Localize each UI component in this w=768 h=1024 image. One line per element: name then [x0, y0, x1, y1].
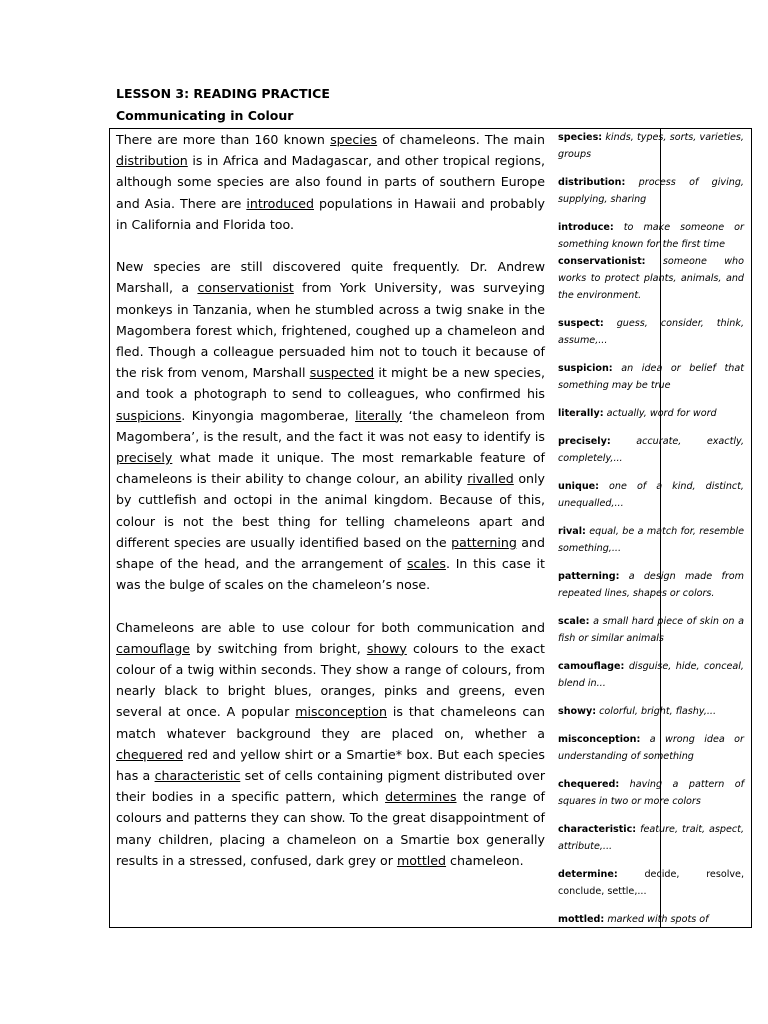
passage-text: chameleon. — [446, 852, 524, 868]
passage-text: set of cells containing pigment distributed over their bodies in a specific pattern, which — [116, 768, 545, 805]
glossary-term: distribution: — [558, 177, 626, 188]
vocabulary-word: mottled — [396, 852, 447, 868]
passage-text: by switching from bright, — [190, 640, 367, 656]
glossary-entry — [558, 703, 744, 720]
passage-text: only by cuttlefish and octopi in the animal kingdom. Because of this, colour is not the best thing for telling chameleons apart and different species are usually identified based on the — [116, 471, 545, 550]
glossary-entry — [558, 731, 744, 765]
vocabulary-word: characteristic — [154, 768, 241, 784]
glossary-term: chequered: — [558, 779, 620, 790]
passage-text: what made it unique. The most remarkable feature of chameleons is their ability to change colour, an ability — [116, 450, 545, 487]
vocabulary-word: determines — [385, 789, 457, 805]
vocabulary-word: scales — [406, 556, 446, 572]
vocabulary-word: camouflage — [116, 640, 190, 656]
glossary-entry — [558, 821, 744, 855]
passage-text: the range of colours and patterns they can show. To the great disappointment of many children, placing a chameleon on a Smartie box generally results in a stressed, confused, dark grey or — [116, 789, 545, 868]
glossary-definition: one of a kind, distinct, unequalled,... — [558, 481, 744, 509]
glossary-definition: someone who works to protect plants, animals, and the environment. — [558, 256, 744, 301]
passage-text: ‘the chameleon from Magombera’, is the result, and the fact it was not easy to identify is — [116, 407, 545, 444]
glossary-definition: guess, consider, think, assume,... — [558, 318, 744, 346]
glossary-entry — [558, 174, 744, 208]
reading-table — [109, 128, 752, 928]
passage-paragraph — [116, 129, 545, 235]
passage-text: Chameleons are able to use colour for both communication and — [116, 619, 545, 635]
glossary-definition: equal, be a match for, resemble something,... — [558, 526, 744, 554]
vocabulary-word: showy — [366, 640, 407, 656]
passage-text: colours to the exact colour of a twig within seconds. They show a range of colours, from nearly black to bright blues, oranges, pinks and greens, even several at once. A popular — [116, 640, 545, 720]
reading-title: Communicating in Colour — [116, 108, 294, 123]
glossary-definition: decide, resolve, conclude, settle,... — [558, 869, 744, 897]
passage-text: There are more than 160 known — [116, 132, 331, 147]
glossary-entry — [558, 568, 744, 602]
vocabulary-word: rivalled — [467, 471, 514, 487]
vocabulary-word: precisely — [116, 450, 173, 466]
glossary-term: scale: — [558, 616, 590, 627]
glossary-term: introduce: — [558, 222, 614, 233]
glossary-definition: a small hard piece of skin on a fish or similar animals — [558, 616, 744, 644]
glossary-term: misconception: — [558, 734, 641, 745]
glossary-entry — [558, 219, 744, 253]
glossary-term: mottled: — [558, 914, 605, 925]
glossary-entry — [558, 253, 744, 304]
glossary-term: showy: — [558, 706, 597, 717]
glossary-term: literally: — [558, 408, 604, 419]
passage-text: red and yellow shirt or a Smartie* box. But each species has a — [116, 746, 545, 784]
glossary-entry — [558, 405, 744, 422]
vocabulary-word: chequered — [116, 746, 184, 762]
passage-text: New species are still discovered quite frequently. Dr. Andrew Marshall, a — [116, 259, 545, 296]
glossary-entry — [558, 360, 744, 394]
glossary-entry — [558, 658, 744, 692]
glossary-definition: to make someone or something known for the first time — [558, 222, 744, 250]
glossary-term: characteristic: — [558, 824, 637, 835]
passage-text: it might be a new species, and took a photograph to send to colleagues, who confirmed his — [116, 365, 545, 402]
glossary-term: unique: — [558, 481, 599, 492]
vocabulary-word: literally — [355, 407, 403, 423]
glossary-entry — [558, 433, 744, 467]
glossary-definition: accurate, exactly, completely,... — [558, 436, 744, 464]
passage-paragraph — [116, 617, 545, 871]
glossary-term: suspect: — [558, 318, 604, 329]
glossary-entry — [558, 866, 744, 900]
glossary-entry — [558, 315, 744, 349]
glossary-definition: a wrong idea or understanding of something — [558, 734, 744, 762]
glossary-term: patterning: — [558, 571, 620, 582]
vocabulary-word: suspected — [309, 365, 375, 381]
lesson-heading: LESSON 3: READING PRACTICE — [116, 86, 330, 101]
glossary-entry — [558, 776, 744, 810]
reading-passage — [116, 129, 545, 892]
glossary-definition: colorful, bright, flashy,... — [599, 706, 717, 717]
passage-text: is in Africa and Madagascar, and other tropical regions, although some species are also found in parts of southern Europe and Asia. There are — [116, 153, 545, 211]
passage-text: populations in Hawaii and probably in California and Florida too. — [116, 195, 545, 232]
vocabulary-word: species — [330, 132, 378, 147]
glossary-term: conservationist: — [558, 256, 646, 267]
glossary-term: camouflage: — [558, 661, 625, 672]
glossary-term: suspicion: — [558, 363, 613, 374]
vocabulary-word: patterning — [451, 534, 517, 550]
passage-paragraph — [116, 256, 545, 595]
glossary-entry — [558, 129, 744, 163]
vocabulary-word: misconception — [295, 704, 387, 720]
passage-text: from York University, was surveying monkeys in Tanzania, when he stumbled across a twig snake in the Magombera forest which, frightened, coughed up a chameleon and fled. Though a colleague persuaded him not to touch it because of the risk from venom, Marshall — [116, 280, 546, 381]
glossary-term: rival: — [558, 526, 586, 537]
glossary-definition: actually, word for word — [606, 408, 717, 419]
glossary-definition: disguise, hide, conceal, blend in... — [558, 661, 744, 689]
glossary-definition: a design made from repeated lines, shapes or colors. — [558, 571, 744, 599]
glossary-definition: feature, trait, aspect, attribute,... — [558, 824, 744, 852]
passage-text: and shape of the head, and the arrangement of — [116, 534, 545, 572]
passage-text: is that chameleons can match whatever background they are placed on, whether a — [116, 704, 546, 741]
vocabulary-word: distribution — [116, 153, 188, 169]
glossary-definition: an idea or belief that something may be true — [558, 363, 744, 391]
passage-text: . Kinyongia magomberae, — [181, 407, 356, 423]
glossary-term: precisely: — [558, 436, 611, 447]
glossary-entry — [558, 523, 744, 557]
glossary-term: species: — [558, 132, 603, 143]
glossary-entry — [558, 911, 744, 928]
vocabulary-word: conservationist — [197, 280, 294, 296]
glossary-definition: having a pattern of squares in two or more colors — [558, 779, 744, 807]
passage-text: of chameleons. The main — [377, 132, 545, 147]
glossary-entry — [558, 478, 744, 512]
glossary-term: determine: — [558, 869, 618, 880]
glossary-definition: process of giving, supplying, sharing — [558, 177, 744, 205]
glossary-definition: kinds, types, sorts, varieties, groups — [558, 132, 744, 160]
vocabulary-word: introduced — [246, 195, 315, 211]
glossary-entry — [558, 613, 744, 647]
glossary-definition: marked with spots of — [607, 914, 709, 925]
vocabulary-glossary — [558, 129, 744, 928]
vocabulary-word: suspicions — [116, 407, 182, 423]
passage-text: . In this case it was the bulge of scales on the chameleon’s nose. — [116, 556, 545, 593]
